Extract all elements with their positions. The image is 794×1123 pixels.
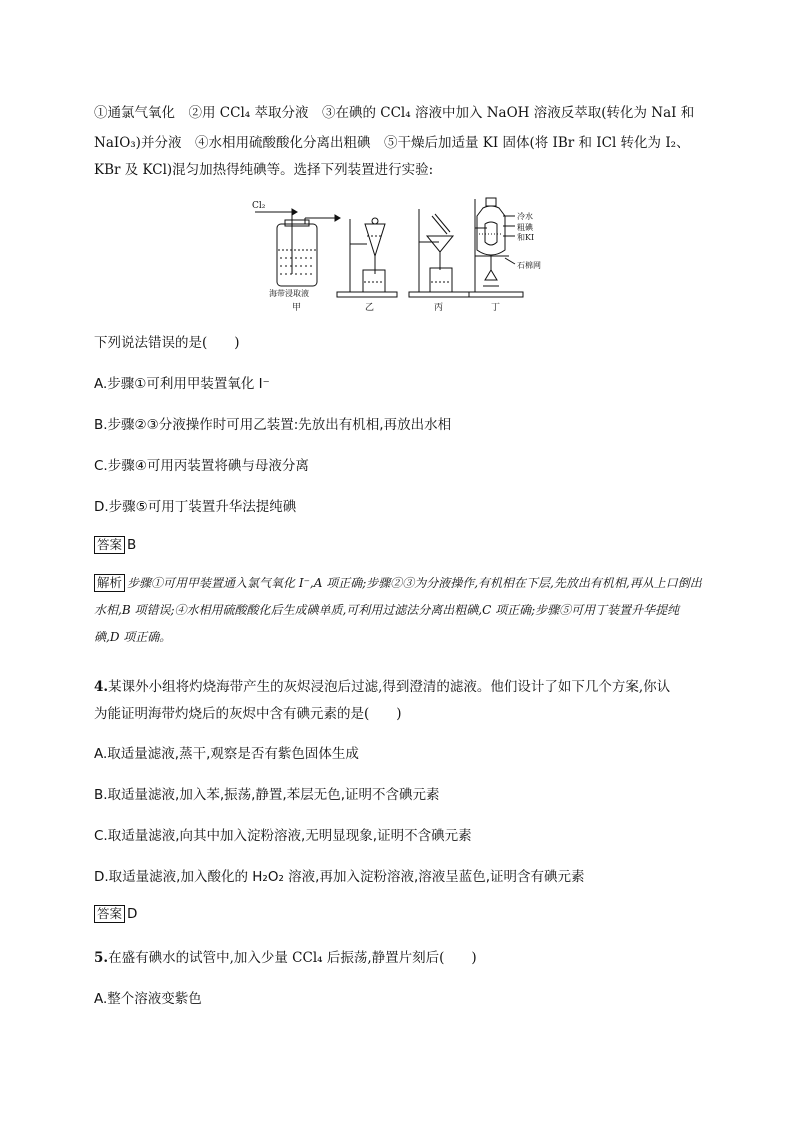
- caption-yi: 乙: [365, 303, 375, 313]
- caption-jia: 甲: [292, 303, 302, 313]
- intro-line-1: ①通氯气氧化 ②用 CCl₄ 萃取分液 ③在碘的 CCl₄ 溶液中加入 NaOH 溶液反萃取(转化为 NaI 和: [94, 105, 695, 121]
- jia-liquid-label: 海带浸取液: [269, 289, 309, 298]
- apparatus-figure: [247, 194, 547, 314]
- apparatus-bing: [409, 209, 469, 297]
- answer-tag: 答案: [94, 905, 125, 923]
- answer-tag: 答案: [94, 536, 125, 554]
- q5-option-a: A.整个溶液变紫色: [94, 991, 202, 1007]
- q5-stem-text: 在盛有碘水的试管中,加入少量 CCl₄ 后振荡,静置片刻后( ): [108, 950, 477, 966]
- q5-stem: [94, 946, 477, 966]
- caption-ding: 丁: [491, 303, 501, 313]
- cold-water-label: 冷水: [517, 212, 533, 221]
- q4-stem-line-2: 为能证明海带灼烧后的灰烬中含有碘元素的是( ): [94, 706, 402, 722]
- apparatus-jia: [252, 201, 340, 298]
- caption-bing: 丙: [434, 303, 444, 313]
- q4-stem-line-1: [94, 675, 670, 695]
- intro-line-3: KBr 及 KCl)混匀加热得纯碘等。选择下列装置进行实验:: [94, 162, 434, 178]
- q4-stem-1: 某课外小组将灼烧海带产生的灰烬浸泡后过滤,得到澄清的滤液。他们设计了如下几个方案,你认: [108, 679, 671, 695]
- q3-explanation-text: 步骤①可用甲装置通入氯气氧化 I⁻,A 项正确;步骤②③为分液操作,有机相在下层,先放出有机相,再从上口倒出水相,B 项错误;④水相用硫酸酸化后生成碘单质,可利用过滤法分离出粗碘,C 项正确;步骤⑤可用丁装置升华提纯碘,D 项正确。: [94, 576, 702, 644]
- q4-option-a: A.取适量滤液,蒸干,观察是否有紫色固体生成: [94, 746, 359, 762]
- q4-answer-value: D: [127, 906, 138, 922]
- intro-line-2: NaIO₃)并分液 ④水相用硫酸酸化分离出粗碘 ⑤干燥后加适量 KI 固体(将 IBr 和 ICl 转化为 I₂、: [94, 135, 690, 151]
- q3-explanation: [94, 570, 704, 651]
- q4-option-d: D.取适量滤液,加入酸化的 H₂O₂ 溶液,再加入淀粉溶液,溶液呈蓝色,证明含有碘元素: [94, 869, 585, 885]
- q4-number: 4.: [94, 679, 109, 695]
- q3-option-a: A.步骤①可利用甲装置氧化 I⁻: [94, 376, 270, 392]
- q5-number: 5.: [94, 950, 109, 966]
- q3-stem: 下列说法错误的是( ): [94, 335, 240, 351]
- q3-option-c: C.步骤④可用丙装置将碘与母液分离: [94, 458, 309, 474]
- explanation-tag: 解析: [94, 574, 125, 592]
- q3-answer-value: B: [127, 537, 137, 553]
- q3-option-d: D.步骤⑤可用丁装置升华法提纯碘: [94, 499, 297, 515]
- and-ki-label: 和KI: [517, 233, 535, 242]
- q3-answer: [94, 536, 136, 554]
- crude-iodine-label: 粗碘: [517, 223, 533, 232]
- q3-option-b: B.步骤②③分液操作时可用乙装置:先放出有机相,再放出水相: [94, 417, 452, 433]
- q4-answer: [94, 905, 137, 923]
- q4-option-c: C.取适量滤液,向其中加入淀粉溶液,无明显现象,证明不含碘元素: [94, 828, 472, 844]
- asbestos-label: 石棉网: [517, 261, 541, 270]
- apparatus-ding: [469, 198, 541, 297]
- cl2-label: Cl₂: [252, 201, 266, 211]
- apparatus-yi: [337, 218, 397, 297]
- q4-option-b: B.取适量滤液,加入苯,振荡,静置,苯层无色,证明不含碘元素: [94, 787, 440, 803]
